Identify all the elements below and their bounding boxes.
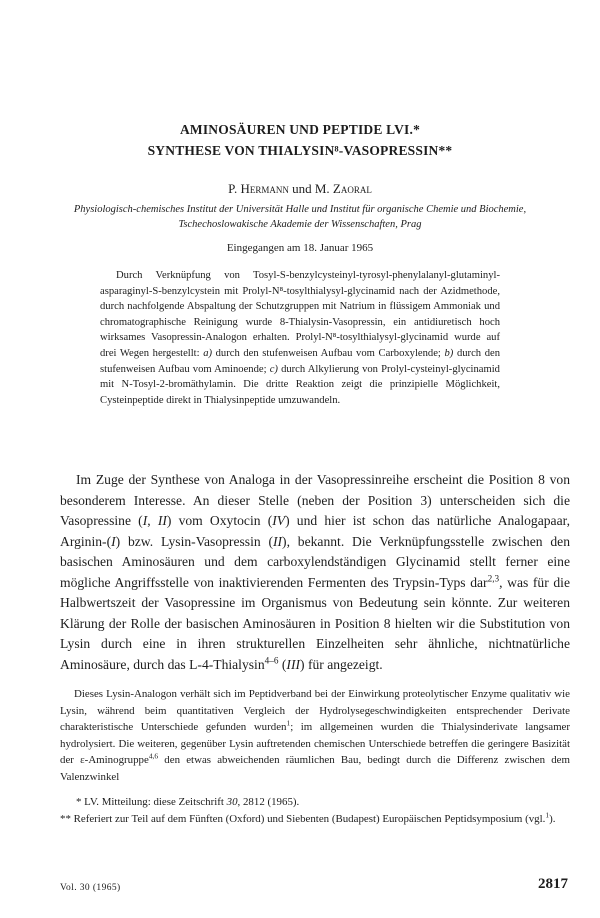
citation-superscript: 1 — [545, 810, 550, 820]
text-run: ) bzw. Lysin-Vasopressin ( — [115, 533, 273, 549]
text-run: ) für angezeigt. — [300, 656, 383, 672]
author-1: P. Hermann — [228, 181, 289, 196]
text-run: ; im allgemeinen wurden die Thialysinderivate langsamer hydrolysiert. Die weiteren, gegenüber Lysin auftretenden chemischen Unterschiede betreffen die geringere Basizität der ε-Aminogruppe — [60, 721, 570, 766]
text-run: , 2812 (1965). — [237, 796, 300, 808]
body-paragraph-2 — [60, 686, 570, 785]
compound-ref: I — [111, 533, 116, 549]
text-run: ) vom Oxytocin ( — [166, 513, 273, 528]
abstract — [100, 268, 500, 408]
paper-title-line-1: AMINOSÄUREN UND PEPTIDE LVI.* — [179, 122, 421, 137]
compound-ref: II — [272, 533, 283, 549]
text-run: Dieses Lysin-Analogon verhält sich im Peptidverband bei der Einwirkung proteolytischer Enzyme qualitativ wie Lysin, während beim quantitativen Vergleich der Hydrolysegeschwindigkeiten entsprechender Derivate charakteristische Unterschiede gefunden wurden — [60, 688, 570, 733]
received-date: Eingegangen am 18. Januar 1965 — [226, 242, 374, 254]
footnote-1 — [60, 795, 570, 811]
abstract-way-c-label: c) — [269, 363, 278, 375]
authors — [0, 181, 600, 197]
citation-superscript: 4,6 — [148, 751, 159, 761]
body-paragraph-1 — [60, 470, 570, 675]
abstract-way-b: durch den stufenweisen Aufbau vom Aminoende; — [100, 347, 500, 375]
text-run: , was für die Halbwertszeit der Vasopressine im Organismus von Bedeutung sein könnte. Zur weiteren Klärung der Rolle der basischen Aminosäuren in Position 8 hielten wir die Substitution von Lysin durch eine in ihren strukturellen Einzelheiten sehr ähnliche, nichtnatürliche Aminosäure, durch das L-4-Thialysin — [60, 574, 570, 672]
compound-ref: IV — [272, 513, 286, 528]
abstract-text: Durch Verknüpfung von Tosyl-S-benzylcysteinyl-tyrosyl-phenylalanyl-glutaminyl-asparaginyl-S-benzylcystein mit Prolyl-N⁸-tosylthialysyl-glycinamid nach der Azidmethode, durch nachfolgende Abspaltung der Schutzgruppen mit Natrium in flüssigem Ammoniak und chromatographische Reinigung wurde 8-Thialysin-Vasopressin, ein antidiuretisch hoch wirksames Vasopressin-Analogon erhalten. Prolyl-N⁸-tosylthialysyl-glycinamid wurde auf drei Wegen hergestellt: — [100, 270, 500, 359]
footnote-2 — [60, 812, 586, 828]
text-run: * LV. Mitteilung: diese Zeitschrift — [76, 796, 227, 808]
abstract-way-b-label: b) — [444, 347, 454, 359]
text-run: ). — [549, 813, 556, 825]
text-run: Im Zuge der Synthese von Analoga in der Vasopressinreihe erscheint die Position 8 von besonderem Interesse. An dieser Stelle (neben der Position 3) unterscheiden sich die Vasopressine ( — [60, 472, 570, 528]
text-run: ** Referiert zur Teil auf dem Fünften (Oxford) und Siebenten (Budapest) Europäischen Peptidsymposium (vgl. — [60, 813, 546, 825]
abstract-way-c: durch Alkylierung von Prolyl-cysteinyl-glycinamid mit N-Tosyl-2-bromäthylamin. Die dritte Reaktion zeigt die prinzipielle Möglichkeit, Cysteinpeptide direkt in Thialysinpeptide umzuwandeln. — [100, 363, 500, 406]
affiliation: Physiologisch-chemisches Institut der Universität Halle und Institut für organische Chemie und Biochemie, Tschechoslowakische Akademie der Wissenschaften, Prag — [73, 204, 527, 230]
text-run: ), bekannt. Die Verknüpfungsstelle zwischen den basischen Aminosäuren und dem carboxylendständigen Glycinamid stellt ferner eine mögliche Angriffsstelle von inaktivierenden Fermenten des Trypsin-Typs dar — [60, 533, 571, 590]
citation-superscript: 4–6 — [264, 654, 279, 665]
text-run: ) und hier ist schon das natürliche Analogapaar, Arginin-( — [60, 513, 571, 549]
abstract-way-a-label: a) — [203, 347, 213, 359]
text-run: ( — [278, 656, 287, 672]
page-number: 2817 — [538, 876, 568, 892]
compound-ref: I — [142, 513, 148, 528]
author-conjunction: und — [292, 181, 312, 196]
citation-superscript: 2,3 — [487, 572, 500, 583]
compound-ref: II — [157, 513, 167, 528]
author-2: M. Zaoral — [314, 181, 372, 196]
text-run: den etwas abweichenden räumlichen Bau, bedingt durch die Differenz zwischen dem Valenzwinkel — [60, 754, 570, 783]
citation-superscript: 1 — [286, 718, 291, 728]
footnote-volume: 30 — [226, 796, 238, 808]
paper-title-line-2: SYNTHESE VON THIALYSIN⁸-VASOPRESSIN** — [147, 143, 453, 158]
abstract-way-a: durch den stufenweisen Aufbau vom Carboxylende; — [212, 347, 445, 359]
text-run: , — [147, 513, 158, 528]
compound-ref: III — [286, 656, 301, 672]
journal-volume: Vol. 30 (1965) — [60, 883, 121, 893]
